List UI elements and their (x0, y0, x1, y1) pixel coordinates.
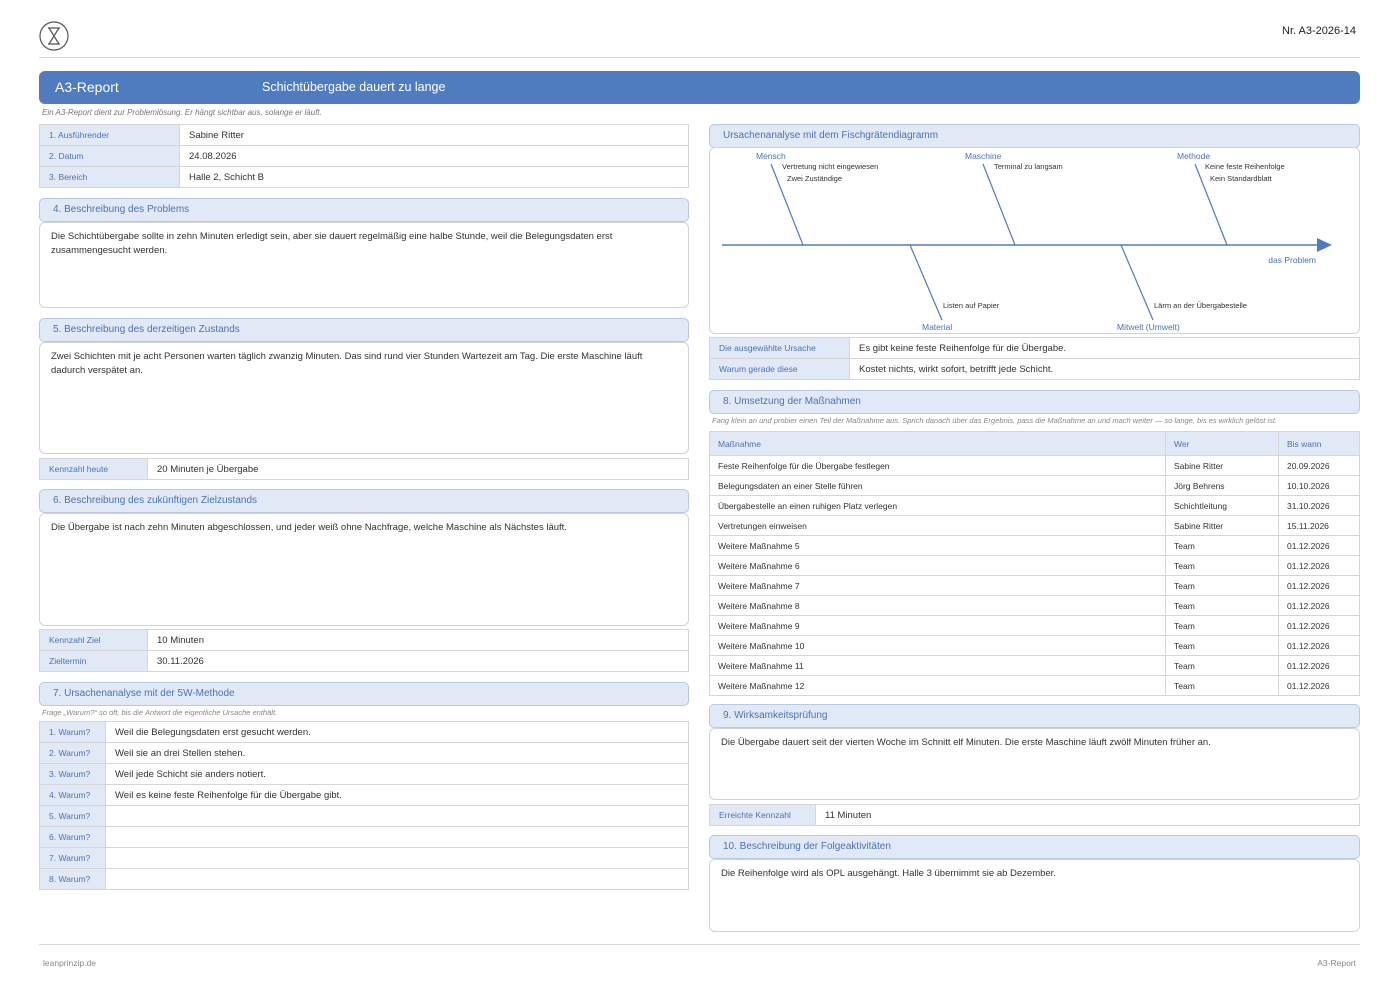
due-date-cell[interactable]: 01.12.2026 (1279, 676, 1360, 696)
measure-cell[interactable]: Weitere Maßnahme 9 (710, 616, 1166, 636)
why-label: 4. Warum? (40, 785, 106, 806)
selected-cause-table (709, 337, 1360, 380)
why-label: 7. Warum? (40, 848, 106, 869)
measure-cell[interactable]: Weitere Maßnahme 12 (710, 676, 1166, 696)
five-why-heading: 7. Ursachenanalyse mit der 5W-Methode (39, 682, 689, 706)
measure-cell[interactable]: Belegungsdaten an einer Stelle führen (710, 476, 1166, 496)
bone-material (910, 245, 942, 320)
owner-cell[interactable]: Schichtleitung (1166, 496, 1279, 516)
why-label: 1. Warum? (40, 722, 106, 743)
deadline-value[interactable]: 30.11.2026 (148, 651, 689, 672)
fishbone-diagram (709, 147, 1360, 334)
meta-value[interactable]: Halle 2, Schicht B (180, 167, 689, 188)
owner-cell[interactable]: Jörg Behrens (1166, 476, 1279, 496)
problem-text[interactable]: Die Schichtübergabe sollte in zehn Minuten erledigt sein, aber sie dauert regelmäßig eine halbe Stunde, weil die Belegungsdaten erst zusammengesucht werden. (39, 222, 689, 308)
hourglass-logo-icon (39, 21, 69, 51)
measure-cell[interactable]: Vertretungen einweisen (710, 516, 1166, 536)
meta-label: 3. Bereich (40, 167, 180, 188)
meta-label: 1. Ausführender (40, 125, 180, 146)
kpi-label: Kennzahl Ziel (40, 630, 148, 651)
achieved-kpi-label: Erreichte Kennzahl (710, 805, 816, 826)
intro-note: Ein A3-Report dient zur Problemlösung. Er hängt sichtbar aus, solange er läuft. (42, 108, 322, 117)
kpi-label: Kennzahl heute (40, 459, 148, 480)
category-methode: Methode (1177, 151, 1211, 161)
meta-row (40, 125, 689, 146)
deadline-label: Zieltermin (40, 651, 148, 672)
measure-cell[interactable]: Weitere Maßnahme 10 (710, 636, 1166, 656)
measure-row (710, 496, 1360, 516)
achieved-kpi-value[interactable]: 11 Minuten (816, 805, 1360, 826)
achieved-kpi-table (709, 804, 1360, 826)
owner-cell[interactable]: Team (1166, 616, 1279, 636)
due-date-cell[interactable]: 01.12.2026 (1279, 556, 1360, 576)
fishbone-heading: Ursachenanalyse mit dem Fischgrätendiagramm (709, 124, 1360, 148)
footer-website: leanprinzip.de (43, 958, 96, 968)
col-header-who: Wer (1166, 432, 1279, 456)
measure-cell[interactable]: Feste Reihenfolge für die Übergabe festlegen (710, 456, 1166, 476)
due-date-cell[interactable]: 31.10.2026 (1279, 496, 1360, 516)
measure-cell[interactable]: Weitere Maßnahme 5 (710, 536, 1166, 556)
due-date-cell[interactable]: 01.12.2026 (1279, 656, 1360, 676)
bone-maschine (983, 164, 1015, 245)
category-maschine: Maschine (965, 151, 1002, 161)
meta-value[interactable]: Sabine Ritter (180, 125, 689, 146)
followup-text[interactable]: Die Reihenfolge wird als OPL ausgehängt. Halle 3 übernimmt sie ab Dezember. (709, 859, 1360, 932)
target-kpi-table (39, 629, 689, 672)
due-date-cell[interactable]: 01.12.2026 (1279, 536, 1360, 556)
owner-cell[interactable]: Team (1166, 656, 1279, 676)
why-answer[interactable] (106, 806, 689, 827)
why-answer[interactable]: Weil es keine feste Reihenfolge für die Übergabe gibt. (106, 785, 689, 806)
selected-cause-label: Die ausgewählte Ursache (710, 338, 850, 359)
followup-heading: 10. Beschreibung der Folgeaktivitäten (709, 835, 1360, 859)
why-this-label: Warum gerade diese (710, 359, 850, 380)
owner-cell[interactable]: Team (1166, 676, 1279, 696)
meta-value[interactable]: 24.08.2026 (180, 146, 689, 167)
measure-cell[interactable]: Weitere Maßnahme 11 (710, 656, 1166, 676)
measures-note: Fang klein an und probier einen Teil der Maßnahme aus. Sprich danach über das Ergebnis, pass die Maßnahme an und mach weiter — so lange, bis es wirklich gelöst ist. (712, 416, 1278, 425)
measure-row (710, 476, 1360, 496)
why-answer[interactable]: Weil sie an drei Stellen stehen. (106, 743, 689, 764)
owner-cell[interactable]: Sabine Ritter (1166, 516, 1279, 536)
footer (39, 944, 1360, 968)
due-date-cell[interactable]: 20.09.2026 (1279, 456, 1360, 476)
footer-doc-type: A3-Report (1317, 958, 1356, 968)
meta-row (40, 146, 689, 167)
why-answer[interactable] (106, 869, 689, 890)
why-answer[interactable] (106, 827, 689, 848)
current-state-text[interactable]: Zwei Schichten mit je acht Personen warten täglich zwanzig Minuten. Das sind rund vier Stunden Wartezeit am Tag. Die erste Maschine läuft dadurch verspätet an. (39, 342, 689, 454)
report-title: A3-Report (55, 79, 119, 95)
owner-cell[interactable]: Team (1166, 596, 1279, 616)
bone-mitwelt (1121, 245, 1153, 320)
report-subtitle: Schichtübergabe dauert zu lange (262, 80, 446, 94)
measure-row (710, 536, 1360, 556)
measure-row (710, 576, 1360, 596)
why-answer[interactable]: Weil jede Schicht sie anders notiert. (106, 764, 689, 785)
five-why-note: Frage „Warum?“ so oft, bis die Antwort die eigentliche Ursache enthält. (42, 708, 278, 717)
measure-row (710, 676, 1360, 696)
why-answer[interactable] (106, 848, 689, 869)
owner-cell[interactable]: Team (1166, 556, 1279, 576)
measure-row (710, 596, 1360, 616)
why-answer[interactable]: Weil die Belegungsdaten erst gesucht werden. (106, 722, 689, 743)
measure-row (710, 556, 1360, 576)
due-date-cell[interactable]: 01.12.2026 (1279, 576, 1360, 596)
measure-cell[interactable]: Übergabestelle an einen ruhigen Platz verlegen (710, 496, 1166, 516)
cause-mensch-1: Vertretung nicht eingewiesen (782, 162, 879, 171)
document-number: Nr. A3-2026-14 (1282, 25, 1356, 37)
measure-row (710, 516, 1360, 536)
meta-label: 2. Datum (40, 146, 180, 167)
fishbone-arrowhead (1317, 238, 1332, 252)
measure-cell[interactable]: Weitere Maßnahme 7 (710, 576, 1166, 596)
owner-cell[interactable]: Team (1166, 536, 1279, 556)
cause-maschine-1: Terminal zu langsam (994, 162, 1063, 171)
kpi-value[interactable]: 10 Minuten (148, 630, 689, 651)
measure-cell[interactable]: Weitere Maßnahme 6 (710, 556, 1166, 576)
current-state-heading: 5. Beschreibung des derzeitigen Zustands (39, 318, 689, 342)
why-this-value[interactable]: Kostet nichts, wirkt sofort, betrifft jede Schicht. (850, 359, 1360, 380)
five-why-table (39, 721, 689, 890)
why-label: 6. Warum? (40, 827, 106, 848)
top-bar (39, 20, 1360, 58)
kpi-value[interactable]: 20 Minuten je Übergabe (148, 459, 689, 480)
cause-methode-2: Kein Standardblatt (1210, 174, 1272, 183)
due-date-cell[interactable]: 01.12.2026 (1279, 616, 1360, 636)
measure-row (710, 636, 1360, 656)
cause-material-1: Listen auf Papier (943, 301, 1000, 310)
why-label: 8. Warum? (40, 869, 106, 890)
target-state-heading: 6. Beschreibung des zukünftigen Zielzustands (39, 489, 689, 513)
measure-row (710, 616, 1360, 636)
col-header-due: Bis wann (1279, 432, 1360, 456)
due-date-cell[interactable]: 01.12.2026 (1279, 636, 1360, 656)
cause-methode-1: Keine feste Reihenfolge (1205, 162, 1285, 171)
why-label: 2. Warum? (40, 743, 106, 764)
meta-table (39, 124, 689, 188)
cause-mitwelt-1: Lärm an der Übergabestelle (1154, 301, 1247, 310)
meta-row (40, 167, 689, 188)
effectiveness-heading: 9. Wirksamkeitsprüfung (709, 704, 1360, 728)
report-banner (39, 71, 1360, 104)
selected-cause-value[interactable]: Es gibt keine feste Reihenfolge für die Übergabe. (850, 338, 1360, 359)
problem-heading: 4. Beschreibung des Problems (39, 198, 689, 222)
category-mitwelt: Mitwelt (Umwelt) (1117, 322, 1180, 332)
category-mensch: Mensch (756, 151, 786, 161)
cause-mensch-2: Zwei Zuständige (787, 174, 843, 183)
fishbone-effect-label: das Problem (1268, 255, 1316, 265)
category-material: Material (922, 322, 953, 332)
due-date-cell[interactable]: 01.12.2026 (1279, 596, 1360, 616)
measure-cell[interactable]: Weitere Maßnahme 8 (710, 596, 1166, 616)
owner-cell[interactable]: Team (1166, 576, 1279, 596)
due-date-cell[interactable]: 15.11.2026 (1279, 516, 1360, 536)
why-label: 3. Warum? (40, 764, 106, 785)
effectiveness-text[interactable]: Die Übergabe dauert seit der vierten Woche im Schnitt elf Minuten. Die erste Maschine läuft zwölf Minuten früher an. (709, 728, 1360, 800)
measures-heading: 8. Umsetzung der Maßnahmen (709, 390, 1360, 414)
target-state-text[interactable]: Die Übergabe ist nach zehn Minuten abgeschlossen, und jeder weiß ohne Nachfrage, welche Maschine als Nächstes läuft. (39, 513, 689, 626)
col-header-measure: Maßnahme (710, 432, 1166, 456)
why-label: 5. Warum? (40, 806, 106, 827)
fishbone-svg (710, 148, 1360, 334)
current-kpi-table (39, 458, 689, 480)
owner-cell[interactable]: Team (1166, 636, 1279, 656)
measure-row (710, 456, 1360, 476)
measures-table (709, 431, 1360, 696)
measure-row (710, 656, 1360, 676)
owner-cell[interactable]: Sabine Ritter (1166, 456, 1279, 476)
due-date-cell[interactable]: 10.10.2026 (1279, 476, 1360, 496)
